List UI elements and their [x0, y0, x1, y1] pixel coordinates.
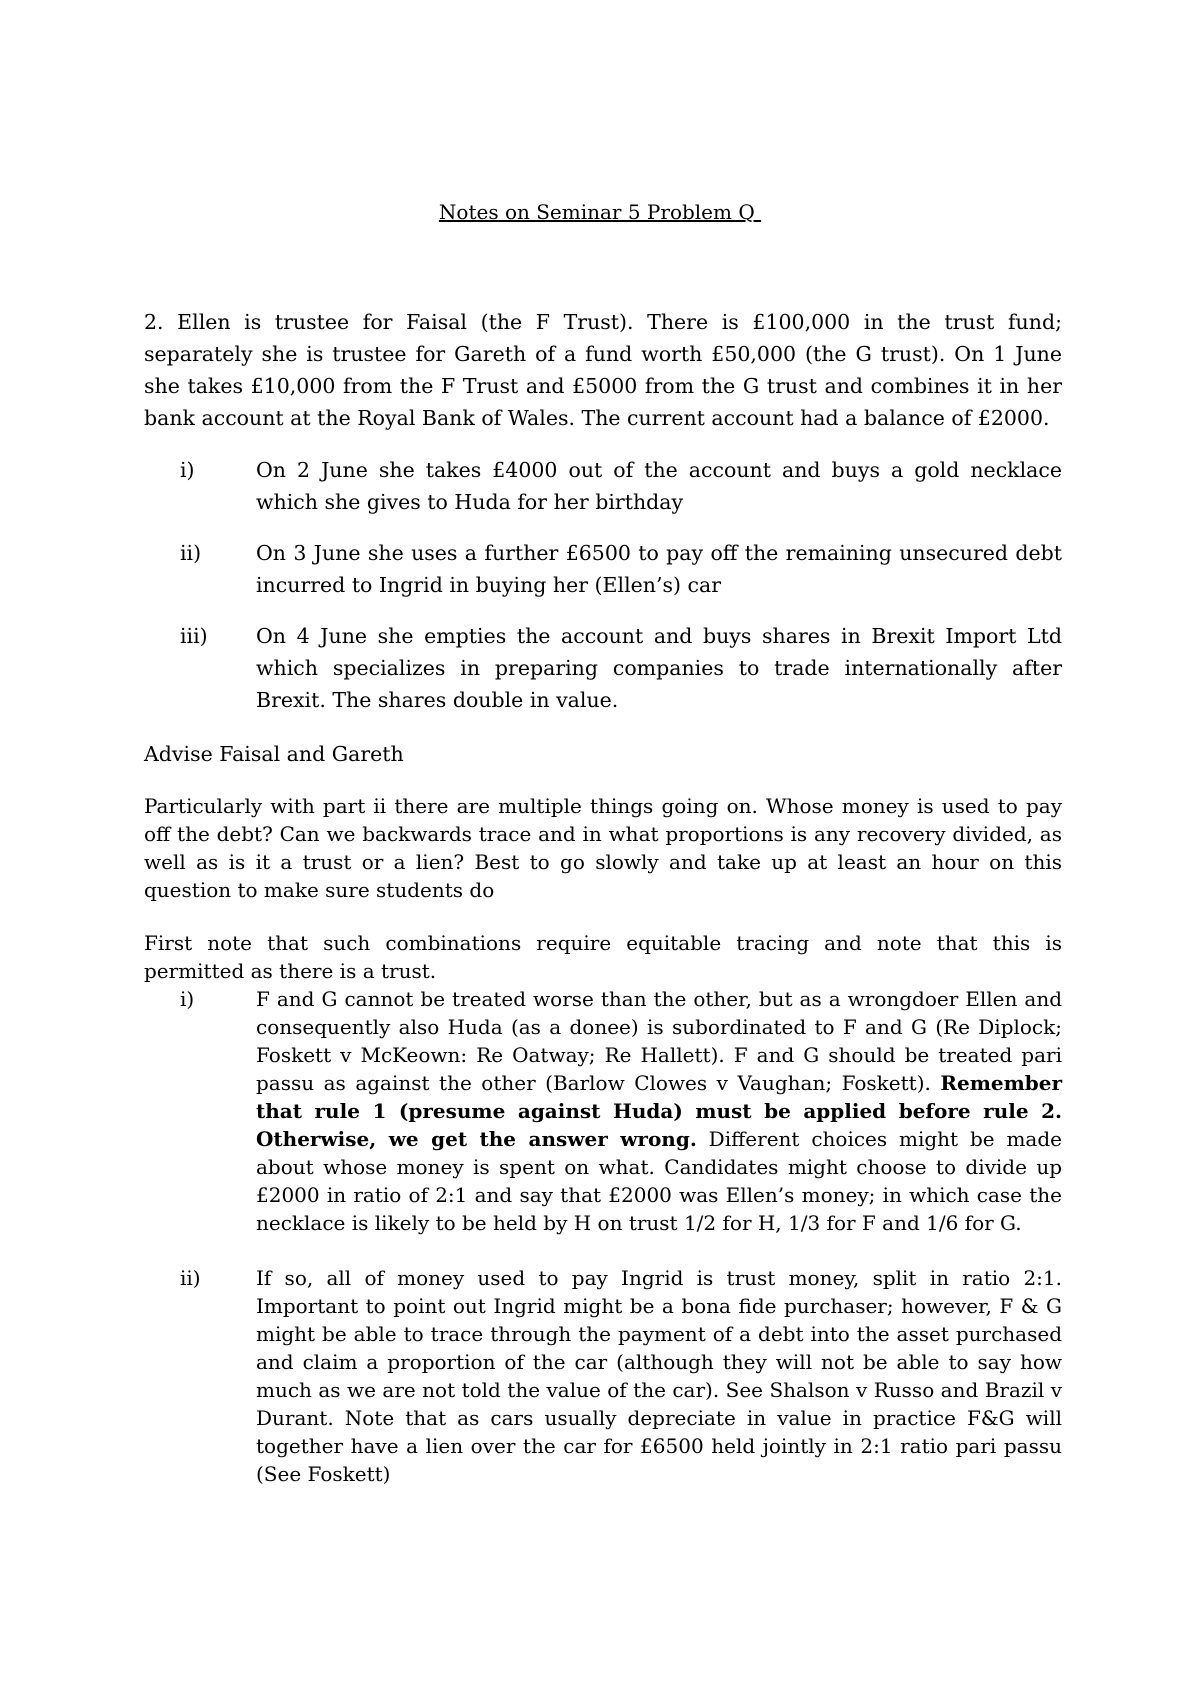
question-item-3 — [144, 620, 1062, 716]
question-item-2 — [144, 537, 1062, 601]
page-title: Notes on Seminar 5 Problem Q — [438, 200, 762, 224]
answer-item-1 — [144, 985, 1062, 1237]
item-text: If so, all of money used to pay Ingrid is trust money, split in ratio 2:1. Important to point out Ingrid might be a bona fide purchaser; however, F & G might be able to trace through the payment of a debt into the asset purchased and claim a proportion of the car (although they will not be able to say how much as we are not told the value of the car). See Shalson v Russo and Brazil v Durant. Note that as cars usually depreciate in value in practice F&G will together have a lien over the car for £6500 held jointly in 2:1 ratio pari passu (See Foskett) — [256, 1266, 1062, 1486]
answer-text-bold: Remember that rule 1 (presume against Huda) must be applied before rule 2. Otherwise, we get the answer wrong. — [256, 1071, 1062, 1151]
item-text — [256, 985, 1062, 1237]
item-number: iii) — [180, 624, 208, 648]
item-number: i) — [180, 987, 195, 1011]
item-number: i) — [180, 458, 195, 482]
item-text: On 4 June she empties the account and buys shares in Brexit Import Ltd which specializes in preparing companies to trade internationally after Brexit. The shares double in value. — [256, 624, 1062, 712]
note-paragraph: Particularly with part ii there are multiple things going on. Whose money is used to pay off the debt? Can we backwards trace and in what proportions is any recovery divided, as well as is it a trust or a lien? Best to go slowly and take up at least an hour on this question to make sure students do — [144, 794, 1062, 902]
item-number: ii) — [180, 1266, 201, 1290]
answer-text-after: Different choices might be made about whose money is spent on what. Candidates might choose to divide up £2000 in ratio of 2:1 and say that £2000 was Ellen’s money; in which case the necklace is likely to be held by H on trust 1/2 for H, 1/3 for F and 1/6 for G. — [256, 1127, 1062, 1235]
answer-text-before: F and G cannot be treated worse than the other, but as a wrongdoer Ellen and consequently also Huda (as a donee) is subordinated to F and G (Re Diplock; Foskett v McKeown: Re Oatway; Re Hallett). F and G should be treated pari passu as against the other (Barlow Clowes v Vaughan; Foskett). — [256, 987, 1062, 1095]
item-text: On 3 June she uses a further £6500 to pay off the remaining unsecured debt incurred to Ingrid in buying her (Ellen’s) car — [256, 541, 1062, 597]
question-paragraph: 2. Ellen is trustee for Faisal (the F Trust). There is £100,000 in the trust fund; separately she is trustee for Gareth of a fund worth £50,000 (the G trust). On 1 June she takes £10,000 from the F Trust and £5000 from the G trust and combines it in her bank account at the Royal Bank of Wales. The current account had a balance of £2000. — [144, 310, 1062, 430]
item-text: On 2 June she takes £4000 out of the account and buys a gold necklace which she gives to Huda for her birthday — [256, 458, 1062, 514]
answer-item-2 — [144, 1264, 1062, 1488]
first-note-paragraph: First note that such combinations require equitable tracing and note that this is permitted as there is a trust. — [144, 931, 1062, 983]
item-number: ii) — [180, 541, 202, 565]
question-item-1 — [144, 454, 1062, 518]
advise-line: Advise Faisal and Gareth — [144, 742, 404, 766]
